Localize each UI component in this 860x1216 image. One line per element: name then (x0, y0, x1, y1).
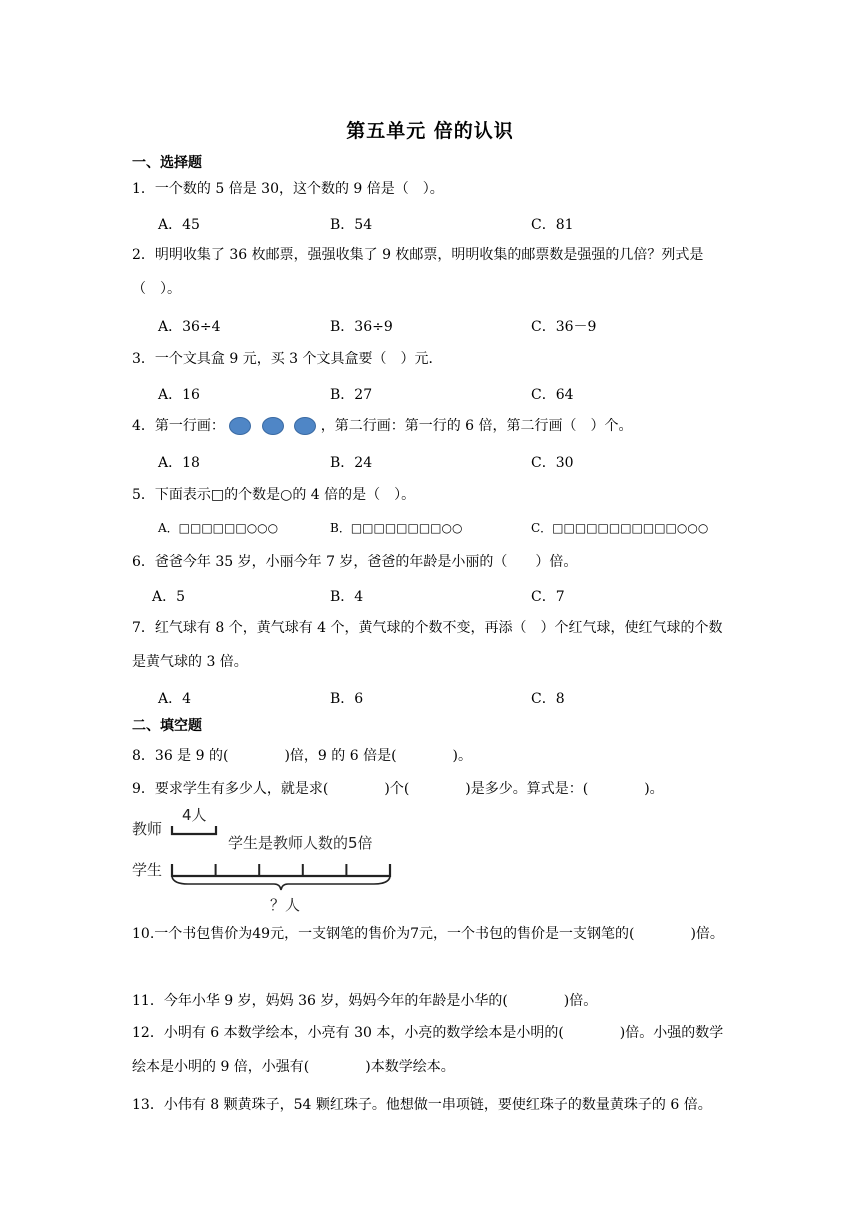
question-6: 6．爸爸今年 35 岁，小丽今年 7 岁，爸爸的年龄是小丽的（ ）倍。 (132, 554, 578, 570)
question-3: 3．一个文具盒 9 元，买 3 个文具盒要（ ）元． (132, 351, 443, 367)
option-c: C．64 (531, 387, 574, 403)
question-4 (132, 415, 732, 435)
option-c: C．8 (531, 691, 565, 707)
page-title: 第五单元 倍的认识 (346, 120, 514, 142)
question-11: 11．今年小华 9 岁，妈妈 36 岁，妈妈今年的年龄是小华的( )倍。 (132, 993, 598, 1009)
teacher-student-diagram (128, 800, 408, 918)
option-c: C．36－9 (531, 319, 597, 335)
option-a: A．□□□□□□○○○ (158, 521, 279, 535)
teacher-label: 教师 (132, 820, 163, 838)
question-1: 1．一个数的 5 倍是 30，这个数的 9 倍是（ ）。 (132, 181, 444, 197)
option-c: C．81 (531, 217, 574, 233)
option-c: C．30 (531, 455, 574, 471)
option-b: B．24 (330, 455, 373, 471)
option-b: B．6 (330, 691, 364, 707)
option-a: A．36÷4 (158, 319, 221, 335)
circle-drawing (229, 417, 316, 435)
section-heading-fill: 二、填空题 (132, 718, 202, 734)
question-9: 9．要求学生有多少人，就是求( )个( )是多少。算式是：( )。 (132, 781, 664, 797)
question-12: 12．小明有 6 本数学绘本，小亮有 30 本，小亮的数学绘本是小明的( )倍。小强的数学绘本是小明的 9 倍，小强有( )本数学绘本。 (132, 1025, 724, 1075)
relation-label: 学生是教师人数的5倍 (228, 834, 373, 852)
option-b: B．27 (330, 387, 373, 403)
total-brace (172, 877, 390, 890)
section-heading-choice: 一、选择题 (132, 155, 202, 171)
option-b: B．36÷9 (330, 319, 393, 335)
circle-icon (294, 417, 316, 435)
question-13: 13．小伟有 8 颗黄珠子，54 颗红珠子。他想做一串项链，要使红珠子的数量黄珠子的 6 倍。 (132, 1097, 712, 1113)
option-b: B．54 (330, 217, 373, 233)
unknown-total-label: ？人 (270, 896, 301, 914)
student-label: 学生 (132, 861, 163, 879)
student-segment (172, 864, 390, 877)
option-c: C．□□□□□□□□□□□○○○ (531, 521, 709, 535)
option-b: B．□□□□□□□□○○ (330, 521, 463, 535)
circle-icon (229, 417, 251, 435)
option-a: A．18 (158, 455, 200, 471)
question-4-prefix: 4．第一行画： (132, 418, 225, 434)
option-a: A．16 (158, 387, 200, 403)
option-a: A．5 (152, 589, 186, 605)
circle-icon (262, 417, 284, 435)
question-7: 7．红气球有 8 个，黄气球有 4 个，黄气球的个数不变，再添（ ）个红气球，使红气球的个数是黄气球的 3 倍。 (132, 620, 723, 670)
question-8: 8．36 是 9 的( )倍，9 的 6 倍是( )。 (132, 748, 472, 764)
question-2: 2．明明收集了 36 枚邮票，强强收集了 9 枚邮票，明明收集的邮票数是强强的几倍？列式是（ ）。 (132, 247, 704, 297)
question-10: 10.一个书包售价为49元，一支钢笔的售价为7元，一个书包的售价是一支钢笔的( )倍。 (132, 926, 724, 942)
teacher-segment (172, 826, 216, 834)
option-c: C．7 (531, 589, 565, 605)
question-4-suffix: ，第二行画：第一行的 6 倍，第二行画（ ）个。 (320, 418, 633, 434)
teacher-count-label: 4人 (182, 806, 207, 824)
option-b: B．4 (330, 589, 364, 605)
option-a: A．45 (158, 217, 200, 233)
option-a: A．4 (158, 691, 192, 707)
question-5: 5．下面表示□的个数是○的 4 倍的是（ ）。 (132, 487, 416, 503)
